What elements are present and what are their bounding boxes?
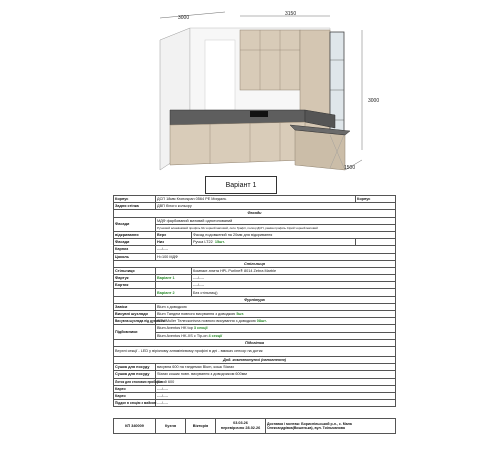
fartukh-label: Фартук [114,275,156,282]
footer-dates [216,419,266,434]
lighting-value: Верхні секції - LED у вірізному алюмінієвому профілі в дні - вмикач сенсор на дотик [114,346,396,356]
fartukh-variant: Варіант 1 [156,275,192,282]
section-row [114,210,396,217]
drawers-label: Висувні шухляди [114,311,156,318]
footer-type: Кухня [156,419,186,434]
drawers-count: 5шт. [236,312,245,317]
handles-value: Ручка LT22 [193,240,213,245]
footer-code: КП 340009 [114,419,156,434]
back-value: ДВП білого кольору [156,203,396,210]
section-row [114,339,396,346]
footer-date2: перевірочно 28.02.26 [220,426,261,430]
footer-row [114,419,396,434]
table-row [114,282,396,289]
facades-section: Фасади [114,210,396,217]
lifts-label: Підйомники [114,325,156,339]
table-row [114,400,396,407]
dryer-label: Сушка для посуду [114,364,156,371]
variant2-label: Варіант 2 [156,289,192,296]
facade-value1: МДФ фарбований матовий однотонований [156,217,396,224]
fartukh-value: ----/---- [192,275,396,282]
empty-cell [356,239,396,246]
countertop-value: Компакт-плита HPL Purline® 8014 Zebra Marble [192,267,396,274]
table-row [114,378,396,385]
table-row [114,325,396,332]
other-value: ----/---- [156,392,396,399]
opening-label: відкривання [114,231,156,238]
table-row [114,231,396,238]
drawers2-label: Висувна шухляда під духовкою [115,319,166,324]
empty-cell [156,267,192,274]
sink-value: ----/---- [156,400,396,407]
opening-key: Верх [156,231,192,238]
empty-cell [156,282,192,289]
dim-top: 3150 [285,11,297,17]
dim-height: 3000 [368,98,380,104]
bort-label: Бортик [114,282,156,289]
countertop-label: Стільниця [114,267,156,274]
lifts-cell2 [156,332,396,339]
table-row [114,303,396,310]
kitchen-render [130,10,390,190]
lifts-cell1 [156,325,396,332]
tsokol-value: Н=100 МДФ [156,253,396,260]
bort-value: ----/---- [192,282,396,289]
other-label: Карго [114,392,156,399]
extra-section: Дод. комплектуючі (наповнення) [114,356,396,363]
bin-label: Карго [114,385,156,392]
dim-depth: 1500 [344,165,356,171]
opening-value: Фасад подовжений на 20мм для відкривання [192,231,396,238]
drawers2-cell [156,318,396,325]
section-row [114,356,396,363]
table-row [114,392,396,399]
drawers2-value: GTV/Muller Телескопічна повного висування з доводкою [157,319,256,324]
karnyz-value: ----/---- [156,246,396,253]
drawers2-count: 08шт. [256,319,267,324]
table-row [114,318,396,325]
fittings-section: Фурнітура [114,296,396,303]
variant-label: Варіант 1 [205,176,277,194]
dim-left: 3000 [178,15,190,21]
table-row [114,196,396,203]
dryer2-value: Starax кошик повн. висування з доводчиком 600мм [156,371,396,378]
footer-date1: 03.03.26 [233,421,248,425]
footer-client: Вікторія [186,419,216,434]
table-row [114,224,396,231]
table-row [114,311,396,318]
tsokol-label: Цоколь [114,253,156,260]
table-row [114,239,396,246]
drawers-value: Blum Тандем повного висування з доводкою [157,312,236,317]
korpus-right: Корпус [356,196,396,203]
section-row [114,296,396,303]
drawers-cell [156,311,396,318]
table-row [114,246,396,253]
back-label: Задня стінка [114,203,156,210]
variant2-value: Без стільниці) [192,289,396,296]
lifts-count2: 4 секції [208,333,223,338]
empty-cell [114,289,156,296]
section-row [114,260,396,267]
table-row [114,385,396,392]
table-row [114,253,396,260]
handles-note: 15шт. [214,240,225,245]
footer-table [113,418,396,434]
handles-cell [192,239,356,246]
table-row [114,203,396,210]
table-row [114,275,396,282]
spec-table [113,195,396,407]
bin-value: ----/---- [156,385,396,392]
lifts-value2: Blum Aventos HK-XS с Tip-on [157,333,208,338]
facade-value2: Ручковий алюмінієвий профіль 9А чорний матовий, склo Графіт, полиці ДСП, рамка профіль Сірий чорний матовий [156,224,396,231]
lifts-value1: Blum Aventos HK top [157,326,193,331]
table-row [114,289,396,296]
facade-label: Фасади [114,217,156,231]
dryer2-label: Сушка для посуду [114,371,156,378]
table-row [114,371,396,378]
lifts-count1: 3 секції [193,326,208,331]
table-row [114,364,396,371]
table-row [114,346,396,356]
korpus-value: ДСП 18мм Кroнospan 0564 PE Мигдаль [156,196,356,203]
handles-key: Низ [156,239,192,246]
hinges-label: Завіси [114,303,156,310]
countertop-section: Стільниця [114,260,396,267]
footer-delivery: Доставка і монтаж: Бориспільський р-н., с. Мала Олександрівка(Вишенька), вул. Тиільманова [266,419,396,434]
handles-label: Фасади [114,239,156,246]
sink-label: Піддон в секцію з мийкою [115,401,157,406]
karnyz-label: Карниз [114,246,156,253]
table-row [114,332,396,339]
dryer-value: висувна 600 на тандемах Blum, кошк Starax [156,364,396,371]
table-row [114,267,396,274]
hinges-value: Blum з доводкою [156,303,396,310]
lighting-section: Підсвітка [114,339,396,346]
tray-value: Білий 600 [156,378,396,385]
tray-label: Лоток для столових приборів [115,379,163,384]
table-row [114,217,396,224]
korpus-label: Корпус [114,196,156,203]
